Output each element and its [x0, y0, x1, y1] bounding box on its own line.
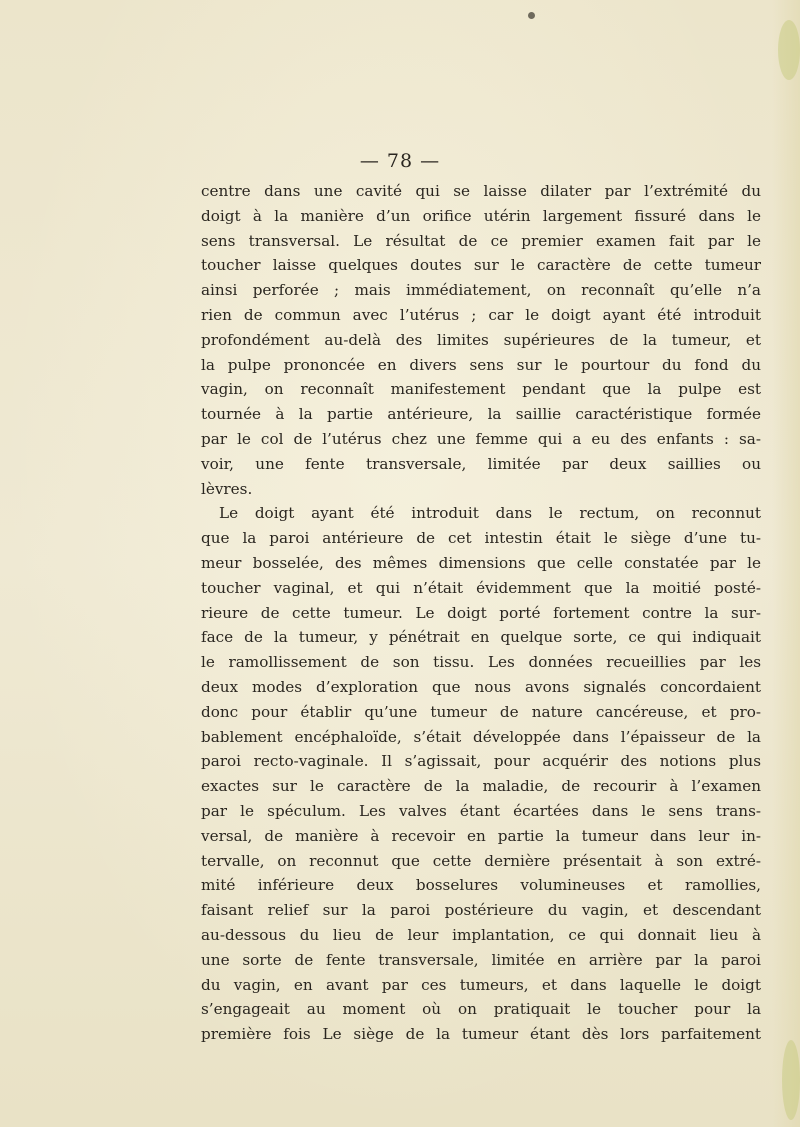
binding-hole-mark: [528, 12, 535, 19]
text-line: doigt à la manière d’un orifice utérin largement fissuré dans le: [201, 206, 761, 225]
text-line: toucher vaginal, et qui n’était évidemment que la moitié posté-: [201, 578, 761, 597]
text-line: meur bosselée, des mêmes dimensions que celle constatée par le: [201, 553, 761, 572]
text-line: s’engageait au moment où on pratiquait le toucher pour la: [201, 1000, 761, 1019]
text-line: par le spéculum. Les valves étant écartées dans le sens trans-: [201, 801, 761, 820]
text-line: la pulpe prononcée en divers sens sur le pourtour du fond du: [201, 355, 761, 374]
text-line: faisant relief sur la paroi postérieure du vagin, et descendant: [201, 901, 761, 920]
page-number: — 78 —: [359, 150, 441, 172]
text-line: lèvres.: [201, 479, 253, 498]
text-line: face de la tumeur, y pénétrait en quelque sorte, ce qui indiquait: [201, 628, 761, 647]
text-line: le ramollissement de son tissu. Les données recueillies par les: [201, 653, 761, 672]
text-line: tervalle, on reconnut que cette dernière présentait à son extré-: [201, 851, 761, 870]
text-line: par le col de l’utérus chez une femme qui a eu des enfants : sa-: [201, 429, 761, 448]
text-line: rien de commun avec l’utérus ; car le doigt ayant été introduit: [201, 305, 761, 324]
text-line: tournée à la partie antérieure, la saillie caractéristique formée: [201, 405, 761, 424]
text-line: Le doigt ayant été introduit dans le rectum, on reconnut: [219, 504, 761, 523]
text-line: que la paroi antérieure de cet intestin était le siège d’une tu-: [201, 529, 761, 548]
text-line: rieure de cette tumeur. Le doigt porté fortement contre la sur-: [201, 603, 761, 622]
text-line: ainsi perforée ; mais immédiatement, on reconnaît qu’elle n’a: [201, 281, 761, 300]
text-line: première fois Le siège de la tumeur étant dès lors parfaitement: [201, 1025, 761, 1044]
text-line: mité inférieure deux bosselures volumineuses et ramollies,: [201, 876, 761, 895]
text-line: du vagin, en avant par ces tumeurs, et dans laquelle le doigt: [201, 975, 761, 994]
text-line: centre dans une cavité qui se laisse dilater par l’extrémité du: [201, 182, 761, 200]
text-line: toucher laisse quelques doutes sur le caractère de cette tumeur: [201, 256, 761, 275]
paper-stain: [778, 20, 800, 80]
text-line: au-dessous du lieu de leur implantation, ce qui donnait lieu à: [201, 925, 761, 944]
text-line: bablement encéphaloïde, s’était développée dans l’épaisseur de la: [201, 727, 761, 746]
paper-stain: [782, 1040, 800, 1120]
text-line: une sorte de fente transversale, limitée en arrière par la paroi: [201, 950, 761, 969]
text-line: sens transversal. Le résultat de ce premier examen fait par le: [201, 231, 761, 250]
text-line: versal, de manière à recevoir en partie la tumeur dans leur in-: [201, 826, 761, 845]
text-line: voir, une fente transversale, limitée par deux saillies ou: [201, 454, 761, 473]
text-line: deux modes d’exploration que nous avons signalés concordaient: [201, 677, 761, 696]
text-line: vagin, on reconnaît manifestement pendant que la pulpe est: [201, 380, 761, 399]
body-text: [201, 179, 761, 1047]
text-line: profondément au-delà des limites supérieures de la tumeur, et: [201, 330, 761, 349]
text-line: donc pour établir qu’une tumeur de nature cancéreuse, et pro-: [201, 702, 761, 721]
text-line: paroi recto-vaginale. Il s’agissait, pour acquérir des notions plus: [201, 752, 761, 771]
text-line: exactes sur le caractère de la maladie, de recourir à l’examen: [201, 777, 761, 796]
